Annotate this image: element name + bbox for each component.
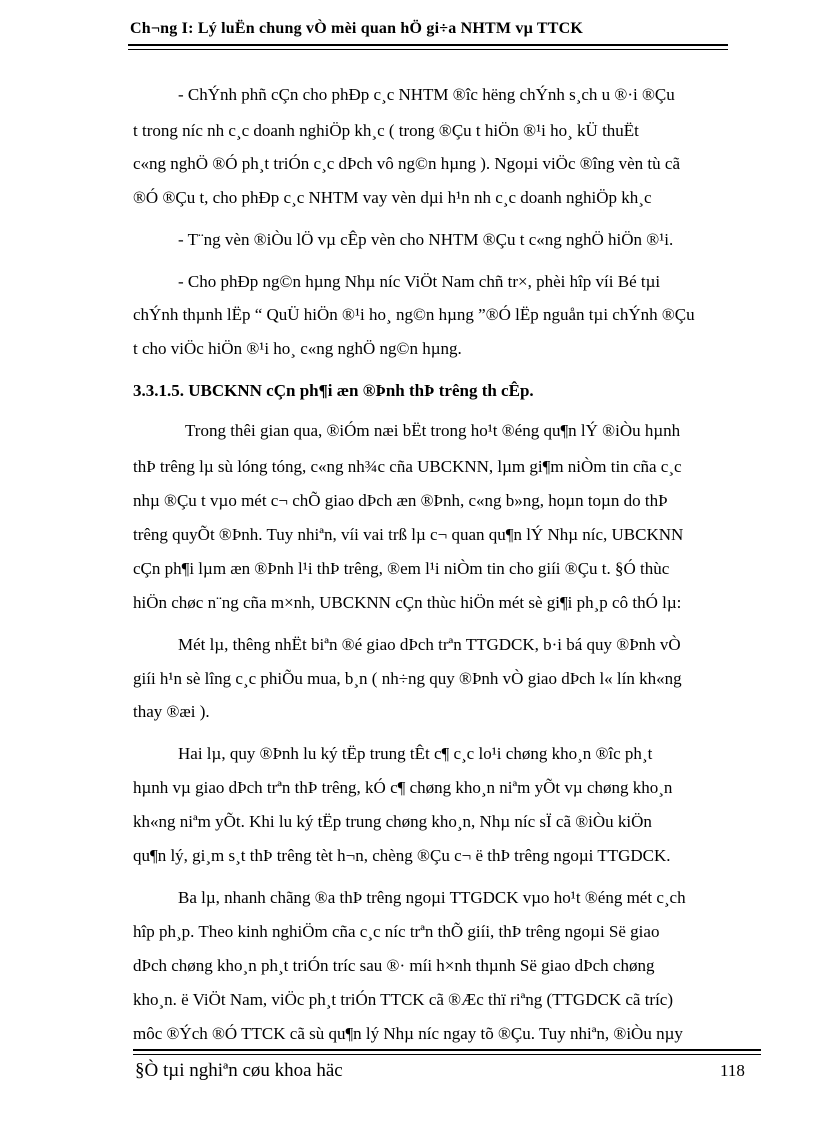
body-line: giíi h¹n sè lîng c¸c phiÕu mua, b¸n ( nh÷ng quy ®Þnh vÒ giao dÞch l« lín kh«ng (133, 669, 682, 688)
header-rule-thick (128, 44, 728, 46)
body-line: Trong thêi gian qua, ®iÓm næi bËt trong ho¹t ®éng qu¶n lÝ ®iÒu hµnh (185, 421, 681, 440)
header-rule-thin (128, 49, 728, 50)
body-line: thay ®æi ). (133, 702, 210, 721)
body-line: môc ®Ých ®Ó TTCK cã sù qu¶n lý Nhµ níc ngay tõ ®Çu. Tuy nhiªn, ®iÒu nµy (133, 1024, 683, 1043)
body-line: - ChÝnh phñ cÇn cho phÐp c¸c NHTM ®îc hëng chÝnh s¸ch u ®·i ®Çu (178, 85, 675, 104)
body-line: kho¸n. ë ViÖt Nam, viÖc ph¸t triÓn TTCK cã ®Æc thï riªng (TTGDCK cã tríc) (133, 990, 674, 1009)
body-line: thÞ trêng lµ sù lóng tóng, c«ng nh¾c cña UBCKNN, lµm gi¶m niÒm tin cña c¸c (133, 457, 682, 476)
body-line: - T¨ng vèn ®iÒu lÖ vµ cÊp vèn cho NHTM ®Çu t c«ng nghÖ hiÖn ®¹i. (178, 230, 674, 249)
body-line: c«ng nghÖ ®Ó ph¸t triÓn c¸c dÞch vô ng©n hµng ). Ngoµi viÖc ®îng vèn tù cã (133, 154, 680, 173)
body-line: hîp ph¸p. Theo kinh nghiÖm cña c¸c níc trªn thÕ giíi, thÞ trêng ngoµi Së giao (133, 922, 660, 941)
body-line: Ba lµ, nhanh chãng ®a thÞ trêng ngoµi TTGDCK vµo ho¹t ®éng mét c¸ch (178, 888, 686, 907)
body-line: chÝnh thµnh lËp “ QuÜ hiÖn ®¹i ho¸ ng©n hµng ”®Ó lËp nguån tµi chÝnh ®Çu (133, 305, 695, 324)
page-header-title: Ch¬ng I: Lý luËn chung vÒ mèi quan hÖ gi÷a NHTM vµ TTCK (130, 20, 584, 37)
footer-rule-thick (133, 1049, 761, 1051)
body-line: dÞch chøng kho¸n ph¸t triÓn tríc sau ®· míi h×nh thµnh Së giao dÞch chøng (133, 956, 655, 975)
body-line: t trong níc nh c¸c doanh nghiÖp kh¸c ( trong ®Çu t hiÖn ®¹i ho¸ kÜ thuËt (133, 121, 639, 140)
footer-title: §Ò tµi nghiªn cøu khoa häc (135, 1060, 343, 1081)
body-line: qu¶n lý, gi¸m s¸t thÞ trêng tèt h¬n, chèng ®Çu c¬ ë thÞ trêng ngoµi TTGDCK. (133, 846, 671, 865)
footer-rule-thin (133, 1054, 761, 1055)
page-number: 118 (720, 1061, 745, 1080)
body-line: kh«ng niªm yÕt. Khi lu ký tËp trung chøng kho¸n, Nhµ níc sÏ cã ®iÒu kiÖn (133, 812, 652, 831)
body-line: trêng quyÕt ®Þnh. Tuy nhiªn, víi vai trß lµ c¬ quan qu¶n lÝ Nhµ níc, UBCKNN (133, 525, 684, 544)
body-line: hiÖn chøc n¨ng cña m×nh, UBCKNN cÇn thùc hiÖn mét sè gi¶i ph¸p cô thÓ lµ: (133, 593, 682, 612)
body-line: cÇn ph¶i lµm æn ®Þnh l¹i thÞ trêng, ®em l¹i niÒm tin cho giíi ®Çu t. §Ó thùc (133, 559, 670, 578)
body-line: ®Ó ®Çu t, cho phÐp c¸c NHTM vay vèn dµi h¹n nh c¸c doanh nghiÖp kh¸c (133, 188, 652, 207)
section-heading: 3.3.1.5. UBCKNN cÇn ph¶i æn ®Þnh thÞ trêng th cÊp. (133, 381, 534, 400)
body-line: - Cho phÐp ng©n hµng Nhµ níc ViÖt Nam chñ tr×, phèi hîp víi Bé tµi (178, 272, 661, 291)
body-line: Hai lµ, quy ®Þnh lu ký tËp trung tÊt c¶ c¸c lo¹i chøng kho¸n ®îc ph¸t (178, 744, 653, 763)
body-line: Mét lµ, thêng nhËt biªn ®é giao dÞch trªn TTGDCK, b·i bá quy ®Þnh vÒ (178, 635, 681, 654)
body-line: t cho viÖc hiÖn ®¹i ho¸ c«ng nghÖ ng©n hµng. (133, 339, 462, 358)
body-line: hµnh vµ giao dÞch trªn thÞ trêng, kÓ c¶ chøng kho¸n niªm yÕt vµ chøng kho¸n (133, 778, 673, 797)
body-line: nhµ ®Çu t vµo mét c¬ chÕ giao dÞch æn ®Þnh, c«ng b»ng, hoµn toµn do thÞ (133, 491, 668, 510)
